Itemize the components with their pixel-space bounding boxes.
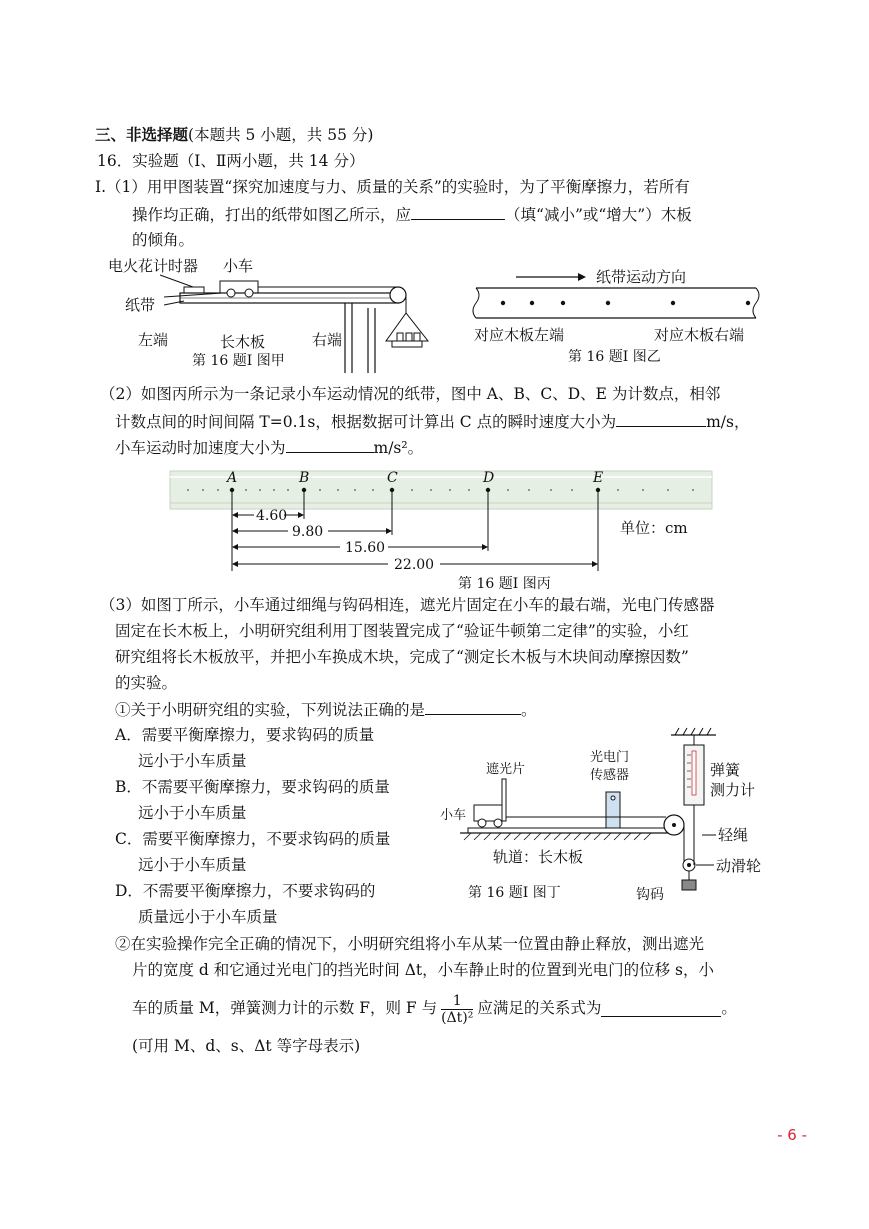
p2-line1: （2）如图丙所示为一条记录小车运动情况的纸带，图中 A、B、C、D、E 为计数点，相邻 bbox=[100, 385, 721, 403]
answer-blank-3[interactable] bbox=[286, 437, 374, 453]
label-tape-left: 对应木板左端 bbox=[474, 326, 565, 344]
option-c[interactable]: C．需要平衡摩擦力，不要求钩码的质量 bbox=[115, 830, 391, 848]
p1-line2 bbox=[132, 204, 692, 225]
option-a-cont: 远小于小车质量 bbox=[138, 752, 247, 770]
label-gate-1: 光电门 bbox=[590, 750, 630, 765]
figure-yi bbox=[468, 263, 768, 368]
section-note: (本题共 5 小题，共 55 分) bbox=[188, 126, 374, 144]
answer-blank-5[interactable] bbox=[601, 1001, 721, 1017]
option-a[interactable]: A．需要平衡摩擦力，要求钩码的质量 bbox=[115, 726, 375, 744]
label-left-end: 左端 bbox=[138, 331, 169, 349]
p3-question-text: ①关于小明研究组的实验，下列说法正确的是 bbox=[115, 701, 426, 719]
distance-ab: 4.60 bbox=[256, 508, 288, 524]
fraction-denominator: (Δt)² bbox=[441, 1009, 474, 1026]
label-tape: 纸带 bbox=[125, 296, 156, 314]
label-gate-2: 传感器 bbox=[590, 768, 630, 783]
label-pulley: 动滑轮 bbox=[716, 857, 762, 875]
section-heading bbox=[95, 125, 373, 145]
unit-label: 单位：cm bbox=[620, 519, 688, 537]
point-label-c: C bbox=[387, 470, 398, 486]
figure-ding bbox=[438, 725, 768, 910]
caption-ding: 第 16 题Ⅰ 图丁 bbox=[468, 885, 561, 901]
caption-yi: 第 16 题Ⅰ 图乙 bbox=[568, 349, 661, 365]
page-number: - 6 - bbox=[777, 1126, 807, 1144]
p4-line1: ②在实验操作完全正确的情况下，小明研究组将小车从某一位置由静止释放，测出遮光 bbox=[115, 935, 705, 953]
p3-question-end: 。 bbox=[521, 701, 537, 719]
p4-line2: 片的宽度 d 和它通过光电门的挡光时间 Δt，小车静止时的位置到光电门的位移 s，小 bbox=[132, 961, 715, 979]
p2-unit-2: m/s²。 bbox=[373, 439, 424, 457]
label-weight: 钩码 bbox=[636, 887, 664, 903]
caption-jia: 第 16 题Ⅰ 图甲 bbox=[192, 353, 285, 369]
p3-question bbox=[115, 699, 537, 720]
option-c-cont: 远小于小车质量 bbox=[138, 856, 247, 874]
point-label-a: A bbox=[227, 470, 238, 486]
p2-unit: m/s， bbox=[706, 413, 750, 431]
figure-jia bbox=[100, 253, 445, 373]
point-label-e: E bbox=[593, 470, 604, 486]
label-tape-right: 对应木板右端 bbox=[654, 326, 745, 344]
fraction-numerator: 1 bbox=[441, 993, 473, 1010]
label-board: 长木板 bbox=[220, 333, 266, 351]
p2-line2 bbox=[115, 411, 749, 432]
p3-line1: （3）如图丁所示，小车通过细绳与钩码相连，遮光片固定在小车的最右端，光电门传感器 bbox=[100, 596, 715, 614]
label-timer: 电火花计时器 bbox=[108, 257, 199, 275]
p3-line2: 固定在长木板上，小明研究组利用丁图装置完成了“验证牛顿第二定律”的实验，小红 bbox=[115, 622, 689, 640]
p3-line4: 的实验。 bbox=[115, 674, 178, 692]
question-header: 16．实验题（Ⅰ、Ⅱ两小题，共 14 分） bbox=[97, 152, 365, 170]
option-b-cont: 远小于小车质量 bbox=[138, 804, 247, 822]
label-track: 轨道：长木板 bbox=[493, 848, 584, 866]
fraction bbox=[441, 993, 473, 1026]
label-direction: 纸带运动方向 bbox=[596, 268, 687, 286]
option-b[interactable]: B．不需要平衡摩擦力，要求钩码的质量 bbox=[115, 778, 390, 796]
p2-text-2: 小车运动时加速度大小为 bbox=[115, 439, 286, 457]
weight-block bbox=[682, 880, 696, 890]
track bbox=[468, 828, 668, 833]
p4-text: 车的质量 M，弹簧测力计的示数 F，则 F 与 bbox=[132, 999, 438, 1017]
point-label-b: B bbox=[299, 470, 310, 486]
p1-text-2: （填“减小”或“增大”）木板 bbox=[505, 206, 692, 224]
p1-text: 操作均正确，打出的纸带如图乙所示，应 bbox=[132, 206, 412, 224]
answer-blank-2[interactable] bbox=[616, 411, 706, 427]
answer-blank-1[interactable] bbox=[411, 204, 505, 220]
p2-text: 计数点间的时间间隔 T=0.1s，根据数据可计算出 C 点的瞬时速度大小为 bbox=[115, 413, 617, 431]
p4-end: 。 bbox=[721, 999, 737, 1017]
label-cart-ding: 小车 bbox=[440, 808, 467, 823]
figure-bing bbox=[168, 463, 718, 593]
section-title: 三、非选择题 bbox=[95, 125, 189, 144]
label-spring-2: 测力计 bbox=[710, 781, 756, 799]
p1-line3: 的倾角。 bbox=[132, 231, 195, 249]
distance-ae: 22.00 bbox=[394, 557, 435, 573]
caption-bing: 第 16 题Ⅰ 图丙 bbox=[458, 576, 551, 592]
label-spring-1: 弹簧 bbox=[710, 761, 741, 779]
point-label-d: D bbox=[483, 470, 495, 486]
p4-line3 bbox=[132, 990, 737, 1026]
label-shade: 遮光片 bbox=[486, 762, 526, 777]
distance-ad: 15.60 bbox=[345, 540, 386, 556]
p3-line3: 研究组将长木板放平，并把小车换成木块，完成了“测定长木板与木块间动摩擦因数” bbox=[115, 648, 689, 666]
answer-blank-4[interactable] bbox=[425, 699, 521, 715]
p1-line1: Ⅰ.（1）用甲图装置“探究加速度与力、质量的关系”的实验时，为了平衡摩擦力，若所有 bbox=[95, 178, 690, 196]
option-d-cont: 质量远小于小车质量 bbox=[138, 908, 278, 926]
label-cart: 小车 bbox=[223, 257, 254, 275]
p2-line3 bbox=[115, 437, 423, 458]
label-rope: 轻绳 bbox=[718, 826, 749, 844]
p4-text-2: 应满足的关系式为 bbox=[477, 999, 602, 1017]
option-d[interactable]: D．不需要平衡摩擦力，不要求钩码的 bbox=[115, 882, 376, 900]
p4-note: (可用 M、d、s、Δt 等字母表示) bbox=[132, 1037, 361, 1055]
label-right-end: 右端 bbox=[312, 331, 343, 349]
shading-plate bbox=[502, 779, 506, 821]
distance-ac: 9.80 bbox=[292, 524, 324, 540]
